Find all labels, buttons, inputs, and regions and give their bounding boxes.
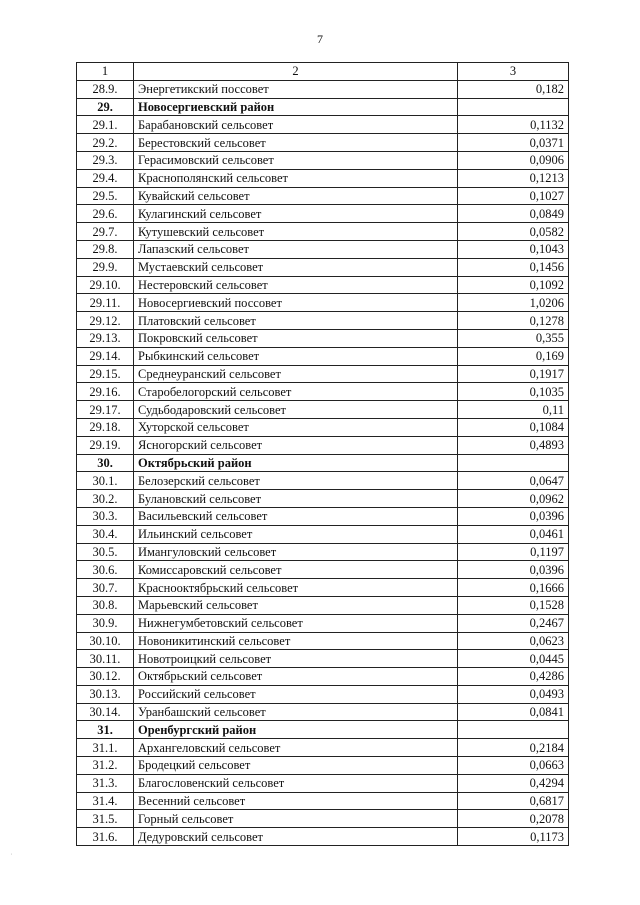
row-number-cell: 29.3. [77,151,134,169]
row-value-cell: 0,169 [458,347,569,365]
table-row [77,276,569,294]
row-value-cell: 0,1092 [458,276,569,294]
table-row [77,614,569,632]
row-name-cell: Оренбургский район [134,721,458,739]
row-value-cell: 0,4294 [458,774,569,792]
table-row [77,579,569,597]
table-row [77,383,569,401]
row-value-cell: 0,0841 [458,703,569,721]
row-number-cell: 29.6. [77,205,134,223]
row-number-cell: 31. [77,721,134,739]
table-row [77,596,569,614]
table-row [77,739,569,757]
table-row [77,294,569,312]
row-number-cell: 29.19. [77,436,134,454]
row-value-cell: 0,4286 [458,668,569,686]
row-number-cell: 31.1. [77,739,134,757]
row-name-cell: Горный сельсовет [134,810,458,828]
column-header-2: 2 [134,63,458,81]
row-name-cell: Платовский сельсовет [134,312,458,330]
row-name-cell: Энергетикский поссовет [134,80,458,98]
row-name-cell: Берестовский сельсовет [134,134,458,152]
row-number-cell: 29.16. [77,383,134,401]
row-number-cell: 31.2. [77,757,134,775]
row-number-cell: 29.5. [77,187,134,205]
row-number-cell: 29.8. [77,240,134,258]
row-value-cell: 0,0396 [458,561,569,579]
row-number-cell: 30.12. [77,668,134,686]
row-name-cell: Дедуровский сельсовет [134,828,458,846]
row-name-cell: Октябрьский район [134,454,458,472]
row-value-cell: 0,1132 [458,116,569,134]
row-name-cell: Марьевский сельсовет [134,596,458,614]
table-row [77,543,569,561]
row-number-cell: 30.8. [77,596,134,614]
row-name-cell: Хуторской сельсовет [134,418,458,436]
row-name-cell: Бродецкий сельсовет [134,757,458,775]
table-row [77,774,569,792]
row-value-cell: 0,355 [458,329,569,347]
row-name-cell: Кувайский сельсовет [134,187,458,205]
table-row [77,205,569,223]
row-name-cell: Барабановский сельсовет [134,116,458,134]
row-name-cell: Новосергиевский поссовет [134,294,458,312]
row-value-cell: 0,182 [458,80,569,98]
row-number-cell: 31.3. [77,774,134,792]
table-row [77,80,569,98]
row-number-cell: 29.10. [77,276,134,294]
row-name-cell: Судьбодаровский сельсовет [134,401,458,419]
row-value-cell: 1,0206 [458,294,569,312]
row-value-cell: 0,1917 [458,365,569,383]
row-name-cell: Лапазский сельсовет [134,240,458,258]
column-header-1: 1 [77,63,134,81]
row-value-cell: 0,6817 [458,792,569,810]
row-value-cell: 0,1666 [458,579,569,597]
table-row [77,329,569,347]
table-row [77,792,569,810]
table-row [77,472,569,490]
row-name-cell: Рыбкинский сельсовет [134,347,458,365]
row-name-cell: Уранбашский сельсовет [134,703,458,721]
row-number-cell: 29.11. [77,294,134,312]
table-row [77,169,569,187]
table-row [77,258,569,276]
page-number: 7 [317,32,323,46]
row-number-cell: 30.2. [77,490,134,508]
row-name-cell: Нижнегумбетовский сельсовет [134,614,458,632]
table-row [77,223,569,241]
row-value-cell: 0,0623 [458,632,569,650]
row-number-cell: 31.4. [77,792,134,810]
row-name-cell: Имангуловский сельсовет [134,543,458,561]
row-value-cell: 0,0582 [458,223,569,241]
row-name-cell: Старобелогорский сельсовет [134,383,458,401]
column-header-3: 3 [458,63,569,81]
table-row [77,810,569,828]
table-row [77,347,569,365]
row-value-cell: 0,0396 [458,507,569,525]
row-name-cell: Новотроицкий сельсовет [134,650,458,668]
table-row [77,151,569,169]
row-value-cell: 0,1278 [458,312,569,330]
row-number-cell: 30.11. [77,650,134,668]
table-row [77,490,569,508]
row-value-cell: 0,0493 [458,685,569,703]
row-name-cell: Булановский сельсовет [134,490,458,508]
row-number-cell: 30.1. [77,472,134,490]
row-name-cell: Белозерский сельсовет [134,472,458,490]
row-value-cell: 0,0647 [458,472,569,490]
row-name-cell: Ясногорский сельсовет [134,436,458,454]
row-value-cell: 0,1197 [458,543,569,561]
row-name-cell: Благословенский сельсовет [134,774,458,792]
row-value-cell: 0,1027 [458,187,569,205]
table-row [77,240,569,258]
row-number-cell: 29.13. [77,329,134,347]
row-name-cell: Новоникитинский сельсовет [134,632,458,650]
table-row [77,134,569,152]
district-row [77,454,569,472]
table-row [77,312,569,330]
row-number-cell: 30.14. [77,703,134,721]
table-row [77,668,569,686]
row-name-cell: Васильевский сельсовет [134,507,458,525]
row-value-cell: 0,1213 [458,169,569,187]
scan-artifact-mark: ˙ [10,852,13,861]
table-row [77,401,569,419]
row-value-cell [458,98,569,116]
row-value-cell [458,721,569,739]
table-row [77,650,569,668]
row-number-cell: 30.13. [77,685,134,703]
table-row [77,703,569,721]
table-row [77,828,569,846]
row-value-cell: 0,0906 [458,151,569,169]
row-value-cell: 0,0663 [458,757,569,775]
row-number-cell: 30.7. [77,579,134,597]
row-name-cell: Октябрьский сельсовет [134,668,458,686]
row-number-cell: 30.10. [77,632,134,650]
row-name-cell: Ильинский сельсовет [134,525,458,543]
row-name-cell: Нестеровский сельсовет [134,276,458,294]
table-row [77,365,569,383]
row-number-cell: 29. [77,98,134,116]
row-name-cell: Кулагинский сельсовет [134,205,458,223]
row-value-cell: 0,4893 [458,436,569,454]
row-name-cell: Краснооктябрьский сельсовет [134,579,458,597]
row-number-cell: 29.2. [77,134,134,152]
row-number-cell: 30.3. [77,507,134,525]
row-number-cell: 29.9. [77,258,134,276]
row-name-cell: Архангеловский сельсовет [134,739,458,757]
table-row [77,525,569,543]
table-row [77,116,569,134]
table-body [77,80,569,845]
row-value-cell: 0,1456 [458,258,569,276]
row-number-cell: 31.5. [77,810,134,828]
row-number-cell: 31.6. [77,828,134,846]
row-value-cell: 0,1043 [458,240,569,258]
row-name-cell: Комиссаровский сельсовет [134,561,458,579]
table-row [77,757,569,775]
row-number-cell: 30.6. [77,561,134,579]
row-name-cell: Весенний сельсовет [134,792,458,810]
row-number-cell: 30.9. [77,614,134,632]
district-row [77,98,569,116]
row-name-cell: Российский сельсовет [134,685,458,703]
row-value-cell [458,454,569,472]
row-name-cell: Новосергиевский район [134,98,458,116]
row-name-cell: Кутушевский сельсовет [134,223,458,241]
row-value-cell: 0,1035 [458,383,569,401]
table-header-row [77,63,569,81]
row-value-cell: 0,11 [458,401,569,419]
row-number-cell: 30.4. [77,525,134,543]
row-number-cell: 30.5. [77,543,134,561]
row-name-cell: Мустаевский сельсовет [134,258,458,276]
row-number-cell: 29.12. [77,312,134,330]
row-name-cell: Герасимовский сельсовет [134,151,458,169]
row-value-cell: 0,1173 [458,828,569,846]
row-name-cell: Краснополянский сельсовет [134,169,458,187]
table-row [77,507,569,525]
row-value-cell: 0,0962 [458,490,569,508]
row-number-cell: 29.4. [77,169,134,187]
row-number-cell: 30. [77,454,134,472]
row-number-cell: 28.9. [77,80,134,98]
row-number-cell: 29.14. [77,347,134,365]
table-row [77,685,569,703]
row-value-cell: 0,0849 [458,205,569,223]
row-value-cell: 0,0445 [458,650,569,668]
row-number-cell: 29.17. [77,401,134,419]
table-row [77,418,569,436]
district-row [77,721,569,739]
row-number-cell: 29.1. [77,116,134,134]
data-table [76,62,569,846]
row-value-cell: 0,0371 [458,134,569,152]
row-value-cell: 0,1084 [458,418,569,436]
table-row [77,632,569,650]
table-row [77,561,569,579]
row-value-cell: 0,0461 [458,525,569,543]
row-value-cell: 0,2184 [458,739,569,757]
row-number-cell: 29.18. [77,418,134,436]
row-number-cell: 29.15. [77,365,134,383]
table-row [77,187,569,205]
row-value-cell: 0,2078 [458,810,569,828]
row-number-cell: 29.7. [77,223,134,241]
row-value-cell: 0,1528 [458,596,569,614]
row-name-cell: Покровский сельсовет [134,329,458,347]
row-name-cell: Среднеуранский сельсовет [134,365,458,383]
row-value-cell: 0,2467 [458,614,569,632]
table-row [77,436,569,454]
